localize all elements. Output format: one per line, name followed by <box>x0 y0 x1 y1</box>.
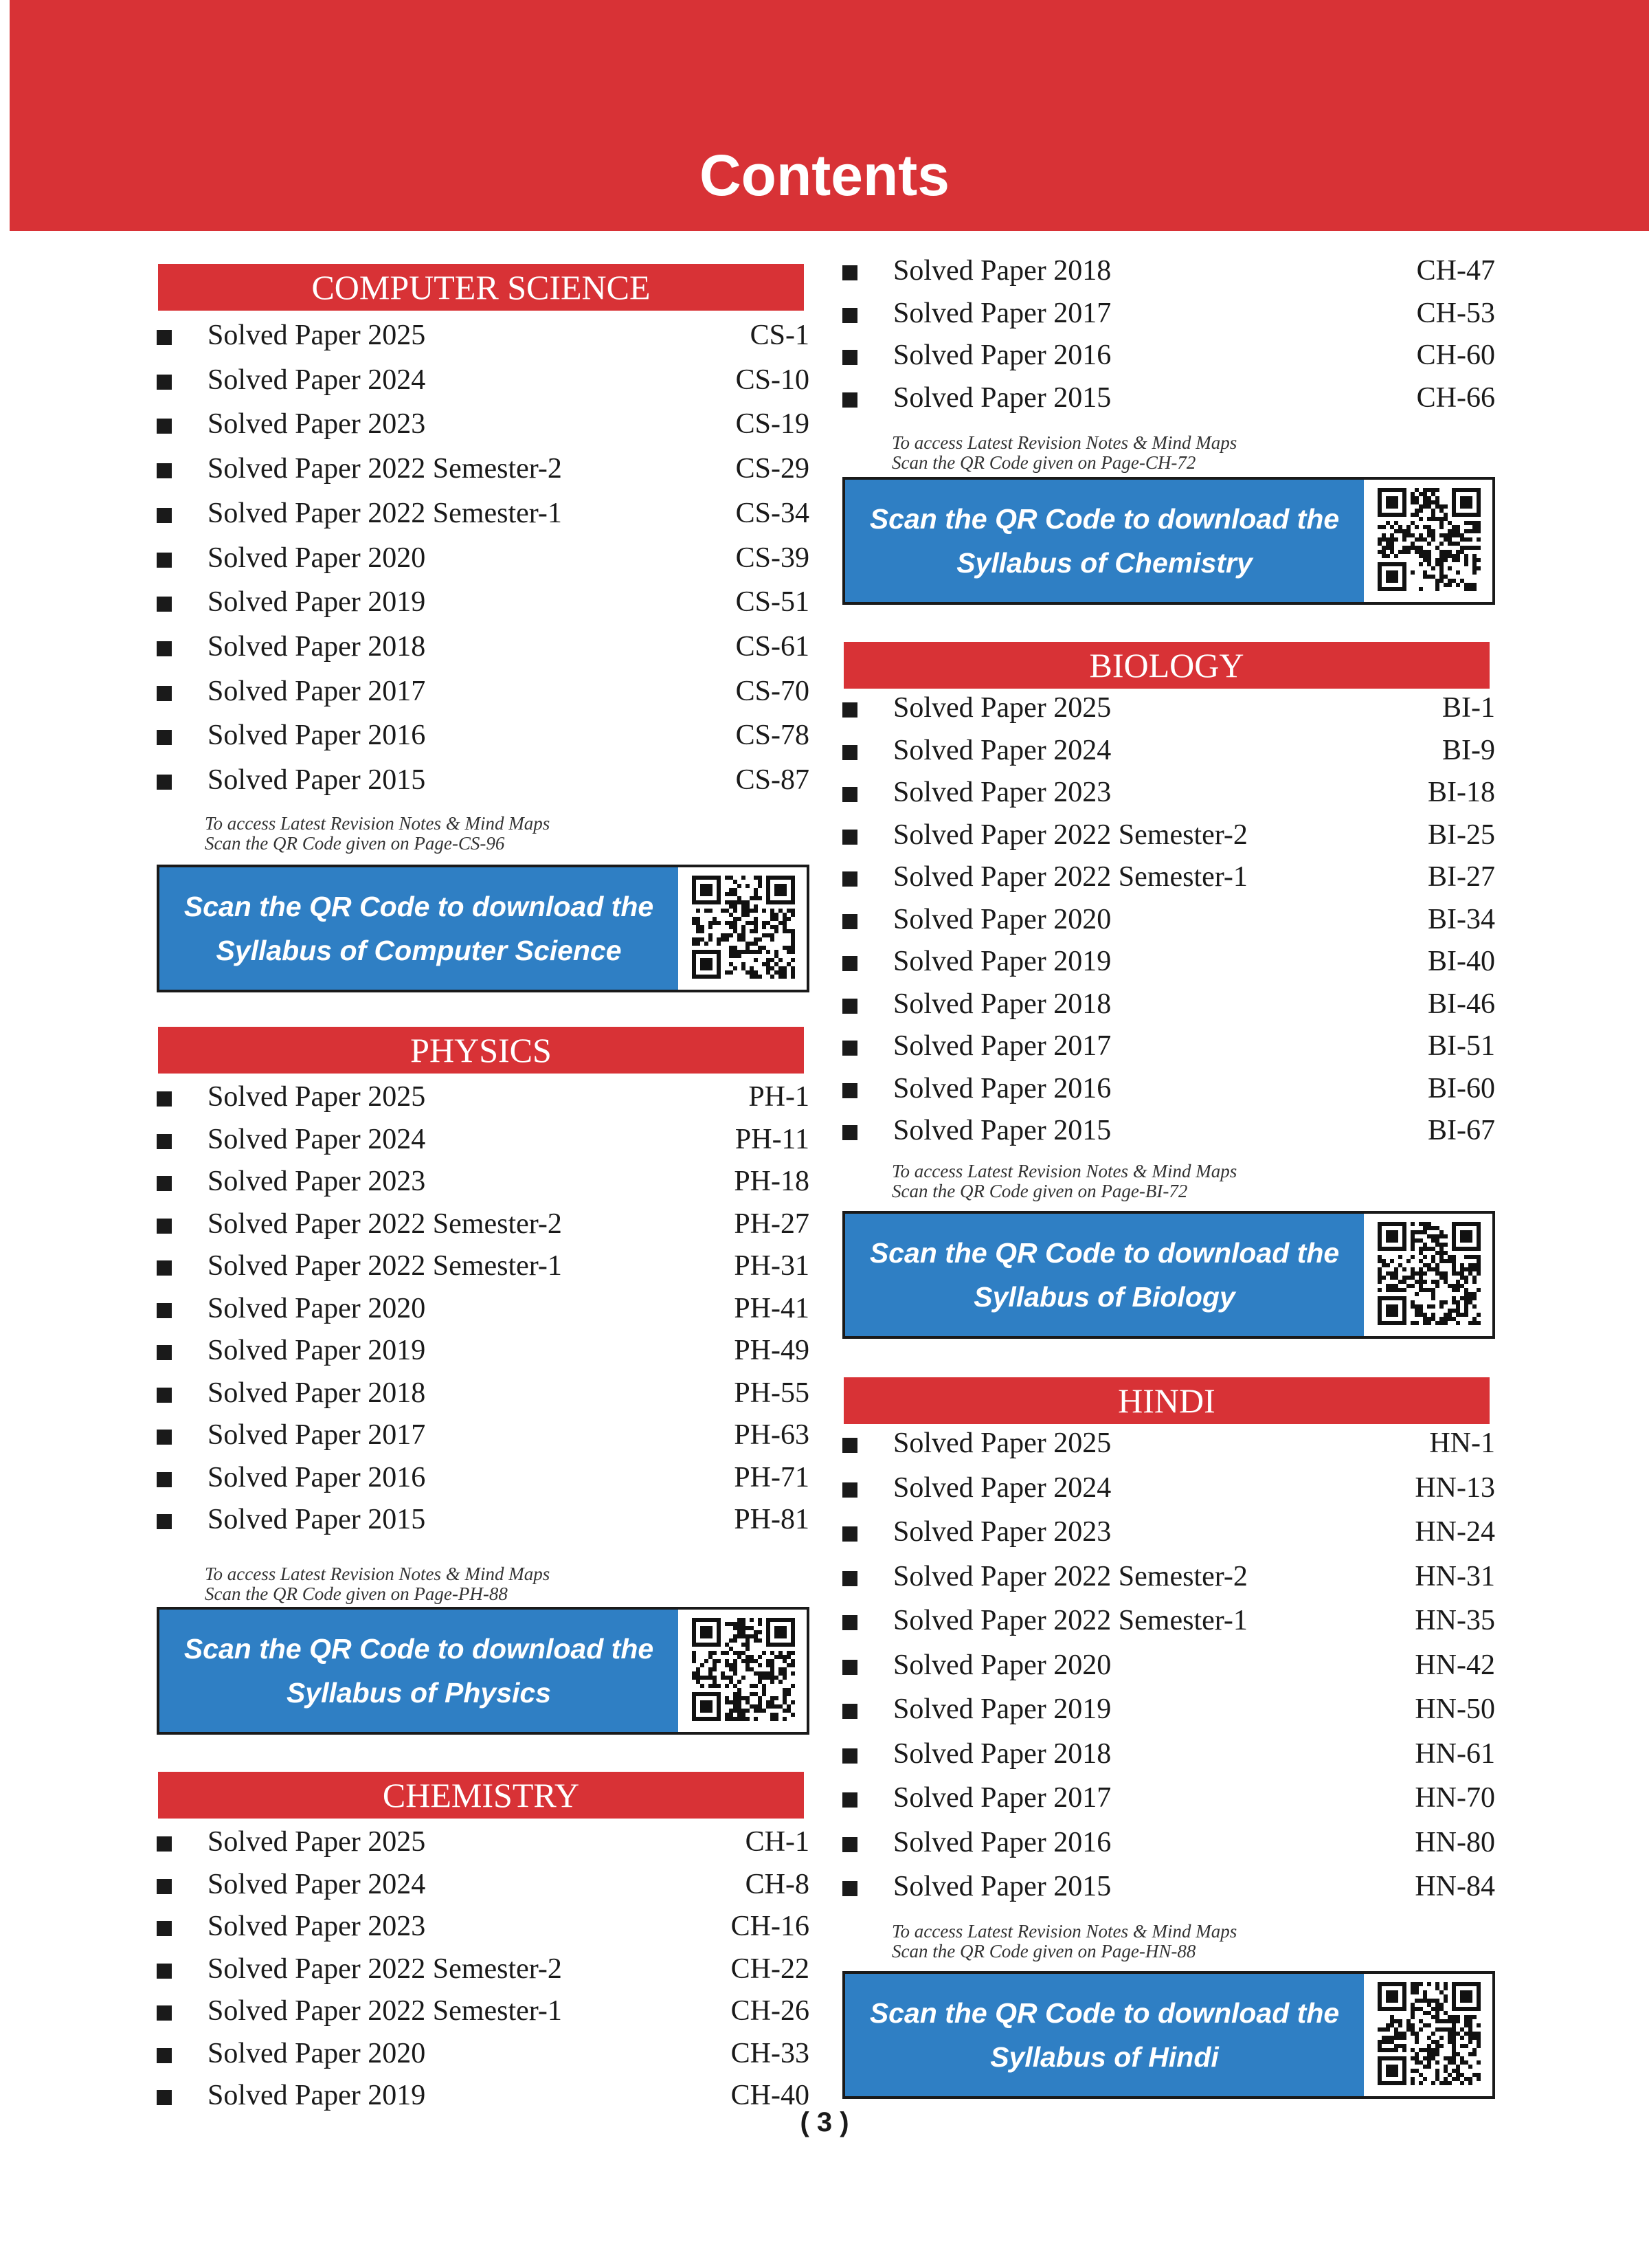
entry-page-ref: CH-16 <box>730 1911 809 1942</box>
entry-label: Solved Paper 2016 <box>893 340 1112 371</box>
square-bullet-icon <box>157 1091 172 1107</box>
entry-label: Solved Paper 2022 Semester-1 <box>207 497 562 529</box>
qr-code[interactable] <box>1378 1222 1481 1325</box>
syllabus-qr-box[interactable] <box>842 1971 1495 2099</box>
toc-entry[interactable] <box>157 715 809 756</box>
qr-label-line-1: Scan the QR Code to download the <box>869 1237 1340 1269</box>
square-bullet-icon <box>157 330 172 345</box>
square-bullet-icon <box>157 2005 172 2021</box>
entry-label: Solved Paper 2023 <box>893 777 1112 808</box>
toc-entry[interactable] <box>842 1733 1495 1775</box>
section-header-ch: CHEMISTRY <box>158 1772 804 1819</box>
syllabus-qr-box[interactable] <box>157 865 809 992</box>
entry-label: Solved Paper 2023 <box>893 1516 1112 1548</box>
revision-notes-hint <box>892 1161 1237 1201</box>
hint-line-1: To access Latest Revision Notes & Mind Maps <box>205 1564 550 1584</box>
entry-label: Solved Paper 2016 <box>207 720 426 752</box>
entry-label: Solved Paper 2023 <box>207 408 426 441</box>
qr-label-line-1: Scan the QR Code to download the <box>869 1997 1340 2029</box>
entry-page-ref: HN-70 <box>1415 1782 1495 1814</box>
square-bullet-icon <box>157 1514 172 1529</box>
entry-page-ref: HN-31 <box>1415 1560 1495 1592</box>
entry-label: Solved Paper 2025 <box>207 1081 426 1113</box>
entry-page-ref: HN-42 <box>1415 1649 1495 1681</box>
square-bullet-icon <box>157 597 172 612</box>
entry-page-ref: BI-34 <box>1428 903 1495 935</box>
entry-page-ref: PH-49 <box>734 1335 809 1366</box>
entry-label: Solved Paper 2023 <box>207 1911 426 1942</box>
toc-entry[interactable] <box>842 1110 1495 1151</box>
square-bullet-icon <box>157 1472 172 1487</box>
page-title: Contents <box>699 143 950 208</box>
square-bullet-icon <box>157 1836 172 1852</box>
toc-entry[interactable] <box>157 759 809 801</box>
qr-label-line-1: Scan the QR Code to download the <box>183 1633 654 1665</box>
square-bullet-icon <box>842 787 857 802</box>
entry-label: Solved Paper 2022 Semester-2 <box>207 1208 562 1240</box>
qr-label-line-2: Syllabus of Hindi <box>990 2041 1219 2073</box>
square-bullet-icon <box>157 641 172 656</box>
square-bullet-icon <box>842 1438 857 1453</box>
toc-entry[interactable] <box>842 1467 1495 1509</box>
entry-page-ref: HN-80 <box>1415 1826 1495 1858</box>
entry-label: Solved Paper 2018 <box>893 988 1112 1020</box>
toc-entry[interactable] <box>157 315 809 356</box>
entry-label: Solved Paper 2019 <box>893 1693 1112 1725</box>
qr-code[interactable] <box>1378 488 1481 591</box>
entry-label: Solved Paper 2022 Semester-1 <box>893 861 1248 893</box>
entry-label: Solved Paper 2015 <box>207 764 426 796</box>
toc-entry[interactable] <box>842 941 1495 982</box>
qr-label-line-2: Syllabus of Physics <box>286 1677 552 1709</box>
entry-label: Solved Paper 2022 Semester-1 <box>893 1605 1248 1636</box>
square-bullet-icon <box>842 1837 857 1852</box>
square-bullet-icon <box>157 1219 172 1234</box>
toc-entry[interactable] <box>842 772 1495 813</box>
toc-entry[interactable] <box>842 1600 1495 1641</box>
toc-entry[interactable] <box>157 403 809 445</box>
toc-entry[interactable] <box>842 983 1495 1025</box>
entry-page-ref: PH-81 <box>734 1504 809 1535</box>
square-bullet-icon <box>157 1176 172 1191</box>
section-header-hn: HINDI <box>844 1377 1490 1424</box>
toc-entry[interactable] <box>157 1076 809 1118</box>
square-bullet-icon <box>157 1879 172 1894</box>
toc-entry[interactable] <box>842 335 1495 376</box>
entry-page-ref: CH-47 <box>1416 255 1495 287</box>
entry-label: Solved Paper 2025 <box>207 1826 426 1858</box>
entry-page-ref: HN-61 <box>1415 1737 1495 1770</box>
qr-download-label <box>845 1214 1364 1336</box>
entry-page-ref: CS-78 <box>735 720 809 752</box>
entry-label: Solved Paper 2019 <box>893 946 1112 977</box>
square-bullet-icon <box>842 308 857 323</box>
toc-entry[interactable] <box>157 626 809 667</box>
qr-label-line-2: Syllabus of Chemistry <box>956 547 1253 579</box>
entry-page-ref: PH-18 <box>734 1166 809 1197</box>
entry-page-ref: CS-1 <box>750 320 809 351</box>
entry-label: Solved Paper 2022 Semester-2 <box>207 453 562 485</box>
square-bullet-icon <box>842 830 857 845</box>
revision-notes-hint <box>892 1922 1237 1961</box>
entry-label: Solved Paper 2019 <box>207 1335 426 1366</box>
entry-page-ref: HN-50 <box>1415 1693 1495 1725</box>
square-bullet-icon <box>842 392 857 408</box>
entry-label: Solved Paper 2017 <box>207 1419 426 1451</box>
square-bullet-icon <box>842 745 857 760</box>
section-header-bi: BIOLOGY <box>844 642 1490 689</box>
entry-label: Solved Paper 2025 <box>893 1427 1112 1459</box>
entry-label: Solved Paper 2020 <box>893 903 1112 935</box>
entry-label: Solved Paper 2023 <box>207 1166 426 1197</box>
entry-label: Solved Paper 2024 <box>207 1123 426 1155</box>
toc-entry[interactable] <box>157 581 809 623</box>
qr-code-icon <box>692 1618 795 1721</box>
entry-page-ref: CS-87 <box>735 764 809 796</box>
square-bullet-icon <box>157 375 172 390</box>
square-bullet-icon <box>842 1482 857 1498</box>
entry-page-ref: CH-60 <box>1416 340 1495 371</box>
entry-label: Solved Paper 2016 <box>893 1072 1112 1104</box>
square-bullet-icon <box>157 1345 172 1360</box>
entry-label: Solved Paper 2020 <box>207 542 426 574</box>
entry-label: Solved Paper 2025 <box>893 692 1112 724</box>
square-bullet-icon <box>842 1571 857 1586</box>
entry-page-ref: CH-66 <box>1416 381 1495 414</box>
entry-page-ref: CS-29 <box>735 453 809 485</box>
hint-line-2: Scan the QR Code given on Page-CS-96 <box>205 833 505 854</box>
toc-entry[interactable] <box>842 1025 1495 1067</box>
toc-entry[interactable] <box>157 1948 809 1990</box>
entry-label: Solved Paper 2024 <box>207 1868 426 1900</box>
toc-entry[interactable] <box>157 1372 809 1414</box>
entry-page-ref: PH-55 <box>734 1377 809 1409</box>
entry-label: Solved Paper 2017 <box>893 297 1112 329</box>
qr-label-line-2: Syllabus of Biology <box>974 1281 1235 1313</box>
entry-page-ref: CH-53 <box>1416 297 1495 329</box>
square-bullet-icon <box>157 1964 172 1979</box>
entry-page-ref: CH-1 <box>745 1826 809 1858</box>
toc-entry[interactable] <box>842 687 1495 729</box>
entry-page-ref: BI-25 <box>1428 819 1495 851</box>
entry-page-ref: BI-18 <box>1428 777 1495 808</box>
entry-label: Solved Paper 2022 Semester-1 <box>207 1995 562 2027</box>
revision-notes-hint <box>205 814 550 854</box>
toc-entry[interactable] <box>842 1689 1495 1730</box>
square-bullet-icon <box>157 686 172 701</box>
toc-entry[interactable] <box>842 1423 1495 1464</box>
entry-label: Solved Paper 2024 <box>893 1471 1112 1504</box>
toc-entry[interactable] <box>157 359 809 401</box>
entry-label: Solved Paper 2022 Semester-2 <box>893 1560 1248 1592</box>
entry-page-ref: CH-33 <box>730 2037 809 2069</box>
entry-label: Solved Paper 2015 <box>893 381 1112 414</box>
square-bullet-icon <box>157 775 172 790</box>
entry-label: Solved Paper 2020 <box>207 2037 426 2069</box>
section-header-ph: PHYSICS <box>158 1027 804 1074</box>
square-bullet-icon <box>157 1921 172 1936</box>
qr-code[interactable] <box>692 876 795 979</box>
entry-label: Solved Paper 2022 Semester-2 <box>893 819 1248 851</box>
entry-page-ref: BI-51 <box>1428 1030 1495 1062</box>
toc-entry[interactable] <box>842 1511 1495 1553</box>
entry-label: Solved Paper 2017 <box>893 1030 1112 1062</box>
entry-label: Solved Paper 2015 <box>893 1115 1112 1146</box>
square-bullet-icon <box>842 1083 857 1098</box>
entry-page-ref: CS-51 <box>735 586 809 619</box>
square-bullet-icon <box>157 1388 172 1403</box>
square-bullet-icon <box>842 350 857 365</box>
syllabus-qr-box[interactable] <box>157 1607 809 1735</box>
toc-entry[interactable] <box>842 856 1495 898</box>
entry-label: Solved Paper 2018 <box>893 1737 1112 1770</box>
entry-page-ref: BI-60 <box>1428 1072 1495 1104</box>
entry-label: Solved Paper 2016 <box>893 1826 1112 1858</box>
qr-code-icon <box>1378 1982 1481 2085</box>
toc-entry[interactable] <box>842 377 1495 419</box>
toc-entry[interactable] <box>157 1864 809 1905</box>
toc-entry[interactable] <box>157 1203 809 1245</box>
toc-entry[interactable] <box>842 730 1495 771</box>
square-bullet-icon <box>157 419 172 434</box>
toc-entry[interactable] <box>157 1457 809 1498</box>
toc-entry[interactable] <box>157 2033 809 2074</box>
toc-entry[interactable] <box>157 1990 809 2032</box>
hint-line-2: Scan the QR Code given on Page-CH-72 <box>892 452 1196 473</box>
hint-line-1: To access Latest Revision Notes & Mind Maps <box>892 1161 1237 1181</box>
entry-label: Solved Paper 2022 Semester-2 <box>207 1953 562 1985</box>
entry-page-ref: CH-40 <box>730 2080 809 2111</box>
syllabus-qr-box[interactable] <box>842 1211 1495 1339</box>
toc-entry[interactable] <box>157 1288 809 1329</box>
qr-label-line-1: Scan the QR Code to download the <box>183 891 654 922</box>
toc-entry[interactable] <box>157 1906 809 1947</box>
entry-label: Solved Paper 2018 <box>893 255 1112 287</box>
entry-page-ref: PH-1 <box>748 1081 809 1113</box>
square-bullet-icon <box>842 265 857 280</box>
toc-entry[interactable] <box>157 1499 809 1540</box>
entry-page-ref: PH-11 <box>734 1123 809 1155</box>
entry-label: Solved Paper 2024 <box>207 364 426 396</box>
toc-entry[interactable] <box>157 671 809 712</box>
entry-page-ref: CS-34 <box>735 497 809 529</box>
entry-page-ref: CS-39 <box>735 542 809 574</box>
square-bullet-icon <box>157 2048 172 2063</box>
entry-page-ref: BI-1 <box>1442 692 1495 724</box>
square-bullet-icon <box>157 1430 172 1445</box>
hint-line-2: Scan the QR Code given on Page-PH-88 <box>205 1583 508 1604</box>
entry-label: Solved Paper 2019 <box>207 2080 426 2111</box>
square-bullet-icon <box>842 1748 857 1764</box>
toc-entry[interactable] <box>157 1245 809 1287</box>
square-bullet-icon <box>842 956 857 971</box>
qr-code-icon <box>1378 488 1481 591</box>
square-bullet-icon <box>842 1526 857 1542</box>
entry-label: Solved Paper 2020 <box>207 1292 426 1324</box>
square-bullet-icon <box>157 1260 172 1276</box>
entry-label: Solved Paper 2017 <box>893 1782 1112 1814</box>
entry-page-ref: PH-27 <box>734 1208 809 1240</box>
square-bullet-icon <box>842 1704 857 1719</box>
square-bullet-icon <box>842 1792 857 1808</box>
square-bullet-icon <box>157 1134 172 1149</box>
entry-page-ref: CH-26 <box>730 1995 809 2027</box>
revision-notes-hint <box>205 1564 550 1604</box>
entry-label: Solved Paper 2022 Semester-1 <box>207 1250 562 1282</box>
square-bullet-icon <box>157 508 172 523</box>
toc-entry[interactable] <box>842 814 1495 856</box>
toc-entry[interactable] <box>842 1645 1495 1686</box>
toc-entry[interactable] <box>842 899 1495 940</box>
toc-entry[interactable] <box>157 448 809 489</box>
square-bullet-icon <box>842 1881 857 1896</box>
toc-entry[interactable] <box>842 250 1495 291</box>
section-header-cs: COMPUTER SCIENCE <box>158 264 804 311</box>
entry-label: Solved Paper 2025 <box>207 320 426 351</box>
square-bullet-icon <box>157 463 172 478</box>
entry-page-ref: PH-31 <box>734 1250 809 1282</box>
entry-page-ref: BI-9 <box>1442 734 1495 766</box>
qr-label-line-1: Scan the QR Code to download the <box>869 503 1340 535</box>
square-bullet-icon <box>157 730 172 745</box>
qr-code-icon <box>692 876 795 979</box>
toc-entry[interactable] <box>157 1161 809 1202</box>
toc-entry[interactable] <box>842 1556 1495 1597</box>
entry-page-ref: HN-84 <box>1415 1871 1495 1902</box>
square-bullet-icon <box>842 871 857 887</box>
entry-label: Solved Paper 2018 <box>207 1377 426 1409</box>
qr-code[interactable] <box>1378 1982 1481 2085</box>
entry-label: Solved Paper 2024 <box>893 734 1112 766</box>
square-bullet-icon <box>842 1660 857 1675</box>
toc-entry[interactable] <box>157 1119 809 1160</box>
entry-page-ref: HN-35 <box>1415 1605 1495 1636</box>
square-bullet-icon <box>157 2090 172 2105</box>
entry-page-ref: CH-22 <box>730 1953 809 1985</box>
toc-entry[interactable] <box>157 1821 809 1863</box>
square-bullet-icon <box>842 1615 857 1630</box>
entry-page-ref: CS-70 <box>735 675 809 707</box>
entry-page-ref: CS-10 <box>735 364 809 396</box>
square-bullet-icon <box>842 702 857 718</box>
entry-page-ref: CS-19 <box>735 408 809 441</box>
hint-line-2: Scan the QR Code given on Page-HN-88 <box>892 1941 1196 1961</box>
hint-line-1: To access Latest Revision Notes & Mind Maps <box>892 432 1237 453</box>
toc-entry[interactable] <box>157 1330 809 1371</box>
entry-label: Solved Paper 2020 <box>893 1649 1112 1681</box>
entry-page-ref: BI-40 <box>1428 946 1495 977</box>
entry-page-ref: HN-13 <box>1415 1471 1495 1504</box>
qr-label-line-2: Syllabus of Computer Science <box>216 935 622 966</box>
qr-download-label <box>845 1974 1364 2096</box>
square-bullet-icon <box>842 999 857 1014</box>
entry-page-ref: BI-27 <box>1428 861 1495 893</box>
entry-page-ref: HN-1 <box>1429 1427 1495 1459</box>
qr-code-icon <box>1378 1222 1481 1325</box>
qr-download-label <box>159 867 678 990</box>
entry-label: Solved Paper 2017 <box>207 675 426 707</box>
square-bullet-icon <box>842 914 857 929</box>
hint-line-1: To access Latest Revision Notes & Mind Maps <box>892 1921 1237 1942</box>
entry-page-ref: CS-61 <box>735 630 809 663</box>
toc-entry[interactable] <box>842 1068 1495 1109</box>
toc-entry[interactable] <box>842 1777 1495 1819</box>
toc-entry[interactable] <box>842 293 1495 334</box>
square-bullet-icon <box>842 1125 857 1140</box>
revision-notes-hint <box>892 433 1237 473</box>
square-bullet-icon <box>157 1303 172 1318</box>
entry-page-ref: PH-63 <box>734 1419 809 1451</box>
entry-page-ref: BI-67 <box>1428 1115 1495 1146</box>
entry-page-ref: PH-41 <box>734 1292 809 1324</box>
qr-code[interactable] <box>692 1618 795 1721</box>
qr-download-label <box>159 1610 678 1732</box>
toc-entry[interactable] <box>157 537 809 579</box>
entry-label: Solved Paper 2015 <box>893 1871 1112 1902</box>
entry-label: Solved Paper 2016 <box>207 1461 426 1493</box>
square-bullet-icon <box>842 1041 857 1056</box>
page-number: ( 3 ) <box>800 2107 849 2137</box>
toc-entry[interactable] <box>157 1414 809 1456</box>
entry-page-ref: PH-71 <box>734 1461 809 1493</box>
entry-page-ref: CH-8 <box>745 1868 809 1900</box>
square-bullet-icon <box>157 553 172 568</box>
entry-label: Solved Paper 2015 <box>207 1504 426 1535</box>
syllabus-qr-box[interactable] <box>842 477 1495 605</box>
qr-download-label <box>845 480 1364 602</box>
hint-line-1: To access Latest Revision Notes & Mind Maps <box>205 813 550 834</box>
entry-label: Solved Paper 2018 <box>207 630 426 663</box>
hint-line-2: Scan the QR Code given on Page-BI-72 <box>892 1181 1188 1201</box>
toc-entry[interactable] <box>842 1866 1495 1907</box>
toc-entry[interactable] <box>157 493 809 534</box>
entry-page-ref: HN-24 <box>1415 1516 1495 1548</box>
entry-label: Solved Paper 2019 <box>207 586 426 619</box>
entry-page-ref: BI-46 <box>1428 988 1495 1020</box>
toc-entry[interactable] <box>842 1822 1495 1863</box>
